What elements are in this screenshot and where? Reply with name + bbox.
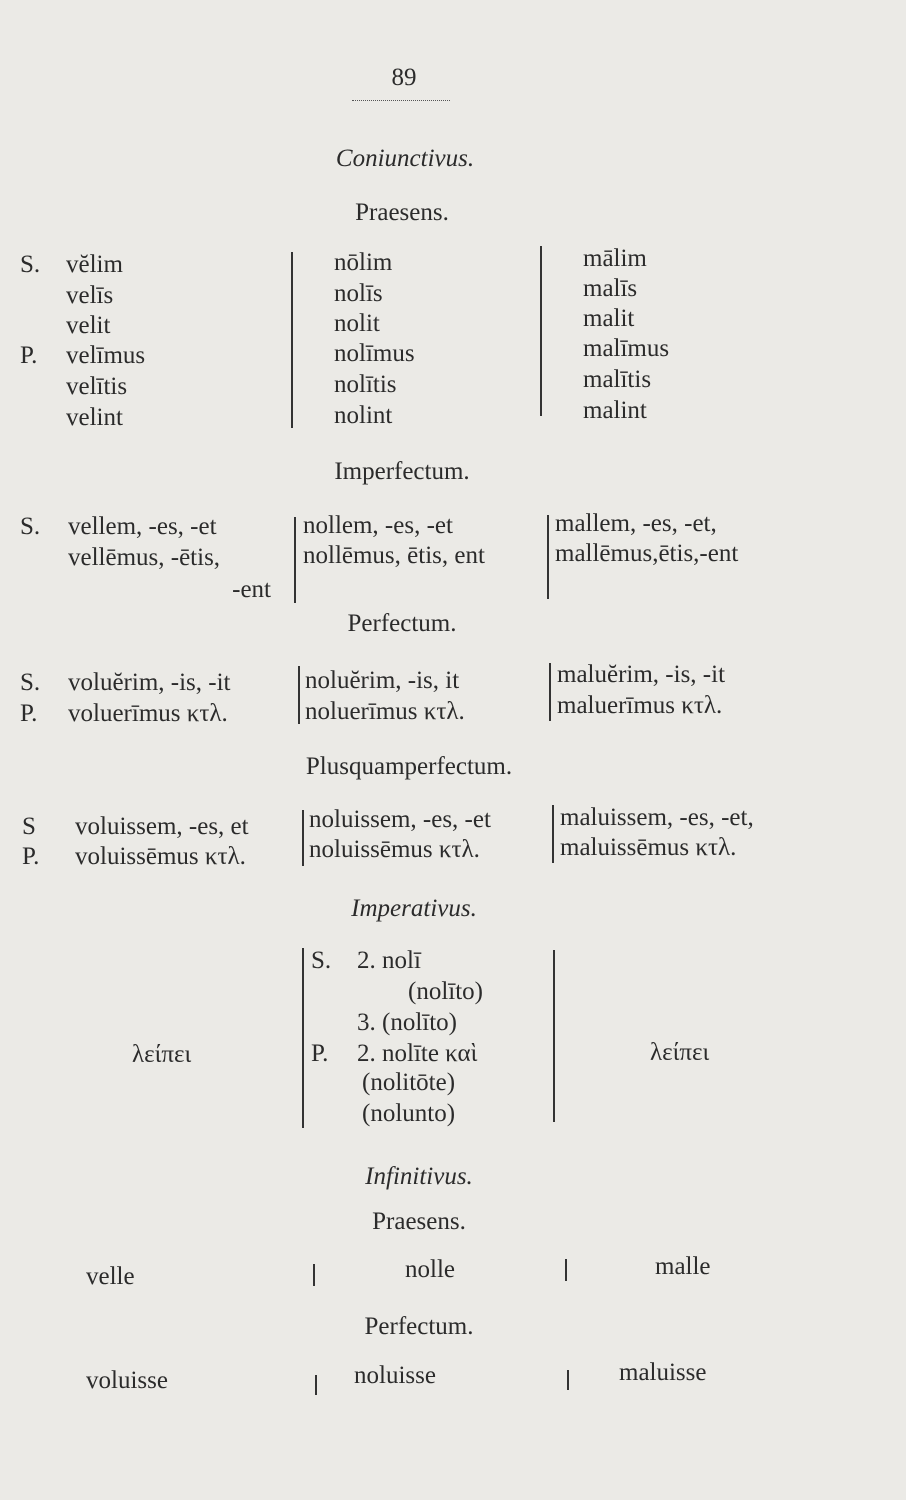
imperativus-form: 3. (nolīto) xyxy=(357,1009,457,1036)
column-divider xyxy=(547,515,549,599)
infinitivus-praesens-heading: Praesens. xyxy=(372,1208,466,1235)
singular-marker: S. xyxy=(20,669,41,696)
infinitivus-perfectum-heading: Perfectum. xyxy=(364,1313,474,1340)
imperativus-heading: Imperativus. xyxy=(351,895,477,922)
imperfectum-heading: Imperfectum. xyxy=(334,458,470,485)
column-divider xyxy=(540,246,542,416)
malle-imperativus-lacking: λείπει xyxy=(650,1039,710,1066)
malle-form: malītis xyxy=(583,366,652,393)
nolle-infinitive: noluisse xyxy=(354,1362,436,1389)
velle-form: voluĕrim, -is, -it xyxy=(68,669,231,696)
singular-marker: S xyxy=(22,813,36,840)
velle-form: velīmus xyxy=(66,342,146,369)
malle-form: mālim xyxy=(583,245,647,272)
velle-form: vĕlim xyxy=(66,251,123,278)
malle-form: mallēmus,ētis,-ent xyxy=(555,540,739,567)
page-number-rule xyxy=(352,100,450,101)
column-divider xyxy=(565,1259,567,1281)
velle-form: velint xyxy=(66,404,123,431)
malle-form: maluerīmus κτλ. xyxy=(557,692,723,719)
velle-form: voluerīmus κτλ. xyxy=(68,700,228,727)
velle-form: voluissem, -es, et xyxy=(75,813,249,840)
column-divider xyxy=(313,1264,315,1286)
velle-form: vellem, -es, -et xyxy=(68,513,217,540)
plural-marker: P. xyxy=(22,843,40,870)
plural-marker: P. xyxy=(20,700,38,727)
nolle-form: nollēmus, ētis, ent xyxy=(303,542,485,569)
velle-form: voluissēmus κτλ. xyxy=(75,843,246,870)
nolle-form: nolīs xyxy=(334,280,383,307)
column-divider xyxy=(302,948,304,1128)
column-divider xyxy=(298,666,300,724)
malle-form: malīs xyxy=(583,275,638,302)
velle-form: velit xyxy=(66,312,111,339)
nolle-form: nolit xyxy=(334,310,380,337)
column-divider xyxy=(567,1370,569,1390)
malle-form: maluĕrim, -is, -it xyxy=(557,661,726,688)
imperativus-form: (nolunto) xyxy=(362,1100,456,1127)
velle-infinitive: velle xyxy=(86,1263,135,1290)
coniunctivus-heading: Coniunctivus. xyxy=(335,145,475,172)
velle-imperativus-lacking: λείπει xyxy=(132,1041,192,1068)
singular-marker: S. xyxy=(20,251,41,278)
malle-form: maluissem, -es, -et, xyxy=(560,804,754,831)
perfectum-heading: Perfectum. xyxy=(347,610,457,637)
imperativus-form: 2. nolī xyxy=(357,947,421,974)
imperativus-form: (nolitōte) xyxy=(362,1069,456,1096)
nolle-form: noluissēmus κτλ. xyxy=(309,836,480,863)
malle-infinitive: maluisse xyxy=(619,1359,707,1386)
nolle-infinitive: nolle xyxy=(405,1256,455,1283)
praesens-heading: Praesens. xyxy=(355,199,449,226)
velle-form: -ent xyxy=(232,576,271,603)
malle-form: malīmus xyxy=(583,335,670,362)
velle-form: velīs xyxy=(66,282,114,309)
column-divider xyxy=(291,252,293,428)
column-divider xyxy=(553,950,555,1122)
singular-marker: S. xyxy=(20,513,41,540)
column-divider xyxy=(302,810,304,866)
nolle-form: nolīmus xyxy=(334,340,415,367)
nolle-form: nōlim xyxy=(334,249,393,276)
column-divider xyxy=(552,805,554,863)
imperativus-plural-marker: P. xyxy=(311,1040,329,1067)
plusquamperfectum-heading: Plusquamperfectum. xyxy=(305,753,513,780)
velle-infinitive: voluisse xyxy=(86,1367,168,1394)
nolle-form: nolint xyxy=(334,402,393,429)
malle-infinitive: malle xyxy=(655,1253,711,1280)
column-divider xyxy=(549,663,551,721)
plural-marker: P. xyxy=(20,342,38,369)
nolle-form: nolītis xyxy=(334,371,397,398)
imperativus-singular-marker: S. xyxy=(311,947,332,974)
malle-form: mallem, -es, -et, xyxy=(555,510,717,537)
nolle-form: noluissem, -es, -et xyxy=(309,806,491,833)
velle-form: velītis xyxy=(66,373,128,400)
imperativus-form: (nolīto) xyxy=(408,978,483,1005)
nolle-form: noluĕrim, -is, it xyxy=(305,667,460,694)
malle-form: malint xyxy=(583,397,647,424)
page-number: 89 xyxy=(391,64,417,91)
imperativus-form: 2. nolīte καὶ xyxy=(357,1040,478,1067)
column-divider xyxy=(294,517,296,603)
infinitivus-heading: Infinitivus. xyxy=(365,1163,473,1190)
malle-form: maluissēmus κτλ. xyxy=(560,834,737,861)
nolle-form: noluerīmus κτλ. xyxy=(305,698,465,725)
velle-form: vellēmus, -ētis, xyxy=(68,544,221,571)
malle-form: malit xyxy=(583,305,635,332)
nolle-form: nollem, -es, -et xyxy=(303,512,453,539)
column-divider xyxy=(315,1375,317,1395)
